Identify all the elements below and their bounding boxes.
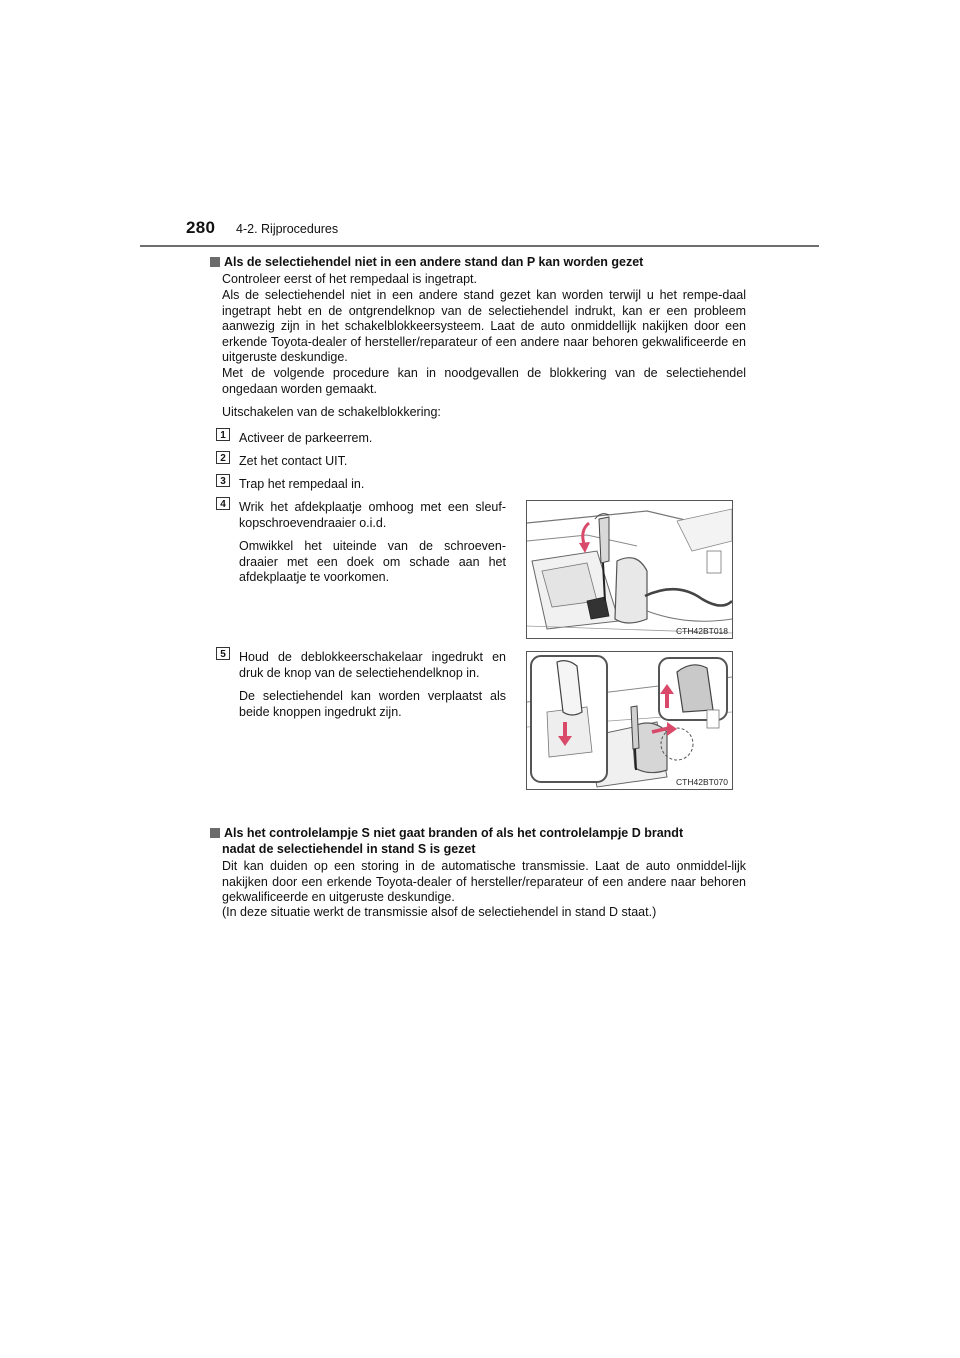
section-title: 4-2. Rijprocedures <box>236 222 339 236</box>
procedure-intro: Uitschakelen van de schakelblokkering: <box>222 405 441 419</box>
step-4-note: Omwikkel het uiteinde van de schroeven-draaier met een doek om schade aan het afdekplaatje te voorkomen. <box>239 539 506 585</box>
section1-heading <box>210 254 750 270</box>
section2-heading-line2: nadat de selectiehendel in stand S is gezet <box>222 842 476 856</box>
step-4-text: Wrik het afdekplaatje omhoog met een sleuf-kopschroevendraaier o.i.d. <box>239 500 506 530</box>
section2-paragraph-1: Dit kan duiden op een storing in de automatische transmissie. Laat de auto onmiddel-lijk nakijken door een erkende Toyota-dealer of hersteller/reparateur of een andere naar behoren gekwalificeerde en uitgeruste deskundige. <box>222 859 746 905</box>
step-4-badge: 4 <box>216 497 230 510</box>
bullet-square <box>210 828 220 838</box>
section1-paragraph-3: Met de volgende procedure kan in noodgevallen de blokkering van de selectiehendel ongedaan worden gemaakt. <box>222 366 746 396</box>
step-5-note: De selectiehendel kan worden verplaatst als beide knoppen ingedrukt zijn. <box>239 689 506 719</box>
figure-2-code: CTH42BT070 <box>676 777 728 787</box>
step-1-badge: 1 <box>216 428 230 441</box>
step-5-figure <box>526 651 733 790</box>
step-5-text: Houd de deblokkeerschakelaar ingedrukt en druk de knop van de selectiehendelknop in. <box>239 650 506 680</box>
section2-paragraph-2: (In deze situatie werkt de transmissie alsof de selectiehendel in stand D staat.) <box>222 905 657 919</box>
section2-heading <box>210 825 750 857</box>
step-3-badge: 3 <box>216 474 230 487</box>
header-rule <box>140 245 819 247</box>
step-2-text: Zet het contact UIT. <box>239 454 348 468</box>
step-3-text: Trap het rempedaal in. <box>239 477 365 491</box>
section1-heading-text: Als de selectiehendel niet in een andere stand dan P kan worden gezet <box>224 255 644 269</box>
section2-heading-line1: Als het controlelampje S niet gaat branden of als het controlelampje D brandt <box>224 826 684 840</box>
step-4-figure <box>526 500 733 639</box>
figure-1-code: CTH42BT018 <box>676 626 728 636</box>
page-number: 280 <box>186 218 216 237</box>
bullet-square <box>210 257 220 267</box>
step-2-badge: 2 <box>216 451 230 464</box>
section1-paragraph-2: Als de selectiehendel niet in een andere stand gezet kan worden terwijl u het rempe-daal ingetrapt hebt en de ontgrendelknop van de selectiehendel indrukt, kan er een probleem aanwezig zijn in het schakelblokkeersysteem. Laat de auto onmiddellijk nakijken door een erkende Toyota-dealer of hersteller/reparateur of een andere naar behoren gekwalificeerde en uitgeruste deskundige. <box>222 288 746 365</box>
section1-paragraph-1: Controleer eerst of het rempedaal is ingetrapt. <box>222 272 477 286</box>
step-1-text: Activeer de parkeerrem. <box>239 431 373 445</box>
step-5-badge: 5 <box>216 647 230 660</box>
